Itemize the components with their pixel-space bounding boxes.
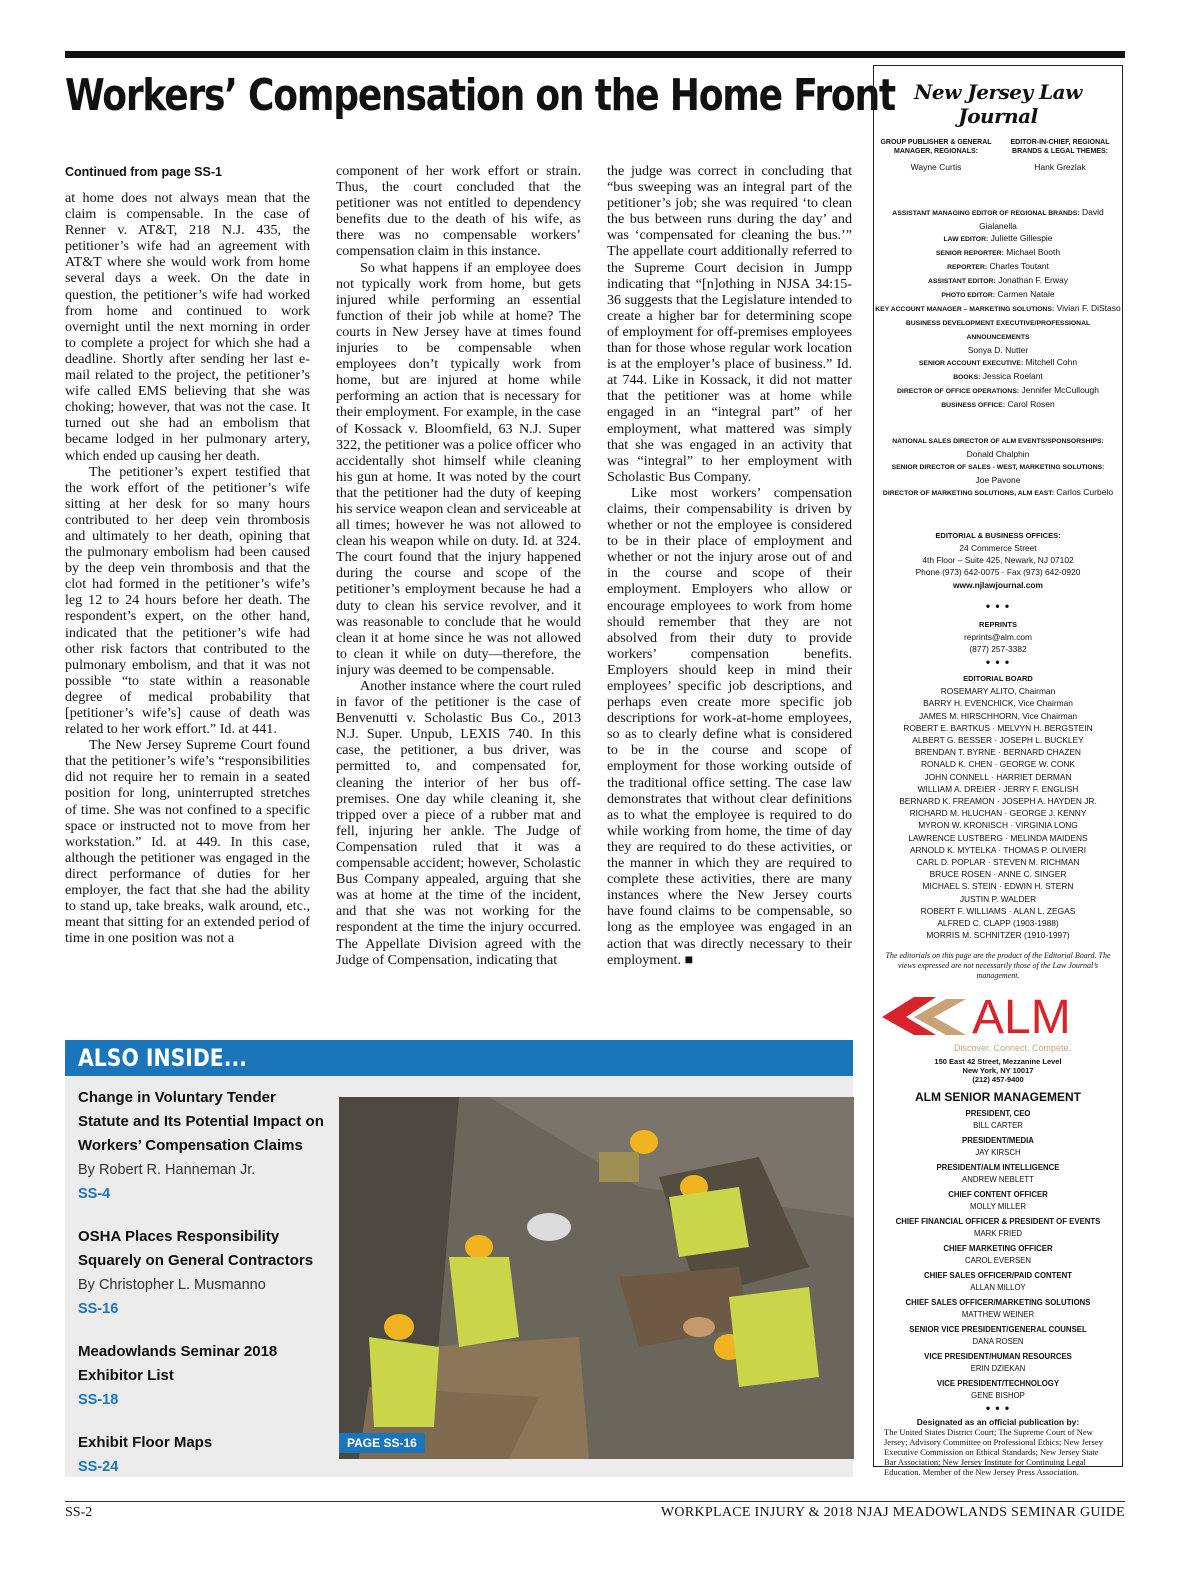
designated-heading: Designated as an official publication by: xyxy=(916,1417,1080,1428)
staff-role: SENIOR REPORTER: xyxy=(935,250,1004,257)
staff-list xyxy=(874,206,1122,412)
mgmt-role: VICE PRESIDENT/HUMAN RESOURCES xyxy=(924,1352,1072,1362)
disclaimer: The editorials on this page are the product of the Editorial Board. The views expressed are not necessarily those of the Law Journal’s management. xyxy=(885,951,1111,981)
also-inside-item[interactable] xyxy=(78,1225,328,1321)
workers-photo-illustration xyxy=(339,1097,854,1459)
board-member: BERNARD K. FREAMON · JOSEPH A. HAYDEN JR. xyxy=(899,796,1097,807)
board-member: BRUCE ROSEN · ANNE C. SINGER xyxy=(929,869,1067,880)
continued-note: Continued from page SS-1 xyxy=(65,165,222,179)
also-inside-item[interactable] xyxy=(78,1431,328,1479)
mgmt-name: ALLAN MILLOY xyxy=(970,1283,1026,1293)
item-page-link[interactable]: SS-4 xyxy=(78,1186,111,1202)
staff-role: REPORTER: xyxy=(947,264,988,271)
mgmt-role: CHIEF FINANCIAL OFFICER & PRESIDENT OF EVENTS xyxy=(895,1217,1101,1227)
mgmt-heading: ALM SENIOR MANAGEMENT xyxy=(915,1090,1081,1105)
mgmt-entry xyxy=(874,1298,1122,1320)
board-member: RONALD K. CHEN · GEORGE W. CONK xyxy=(920,759,1076,770)
item-page-link[interactable]: SS-16 xyxy=(78,1301,119,1317)
board-heading: EDITORIAL BOARD xyxy=(963,674,1033,684)
mgmt-role: CHIEF SALES OFFICER/MARKETING SOLUTIONS xyxy=(905,1298,1091,1308)
board-member: LAWRENCE LUSTBERG · MELINDA MAIDENS xyxy=(908,832,1088,843)
staff-role: BOOKS: xyxy=(953,374,981,381)
staff-row xyxy=(874,384,1122,398)
staff-row xyxy=(874,356,1122,370)
separator-dots: • • • xyxy=(985,1401,1011,1416)
item-title: Change in Voluntary Tender Statute and Its Potential Impact on Workers’ Compensation Claims xyxy=(78,1089,324,1154)
board-member: ALBERT G. BESSER · JOSEPH L. BUCKLEY xyxy=(912,735,1084,746)
board-member: WILLIAM A. DREIER · JERRY F. ENGLISH xyxy=(917,783,1079,794)
staff-row xyxy=(874,448,1122,460)
alm-tagline: Discover. Connect. Compete. xyxy=(954,1043,1072,1054)
alm-logo xyxy=(874,987,1122,1049)
board-member: MORRIS M. SCHNITZER (1910-1997) xyxy=(926,930,1070,941)
staff-name: David Gialanella xyxy=(979,207,1104,231)
staff-name: Carol Rosen xyxy=(1007,399,1055,409)
mgmt-role: CHIEF MARKETING OFFICER xyxy=(943,1244,1053,1254)
mgmt-role: CHIEF CONTENT OFFICER xyxy=(948,1190,1048,1200)
also-inside-item[interactable] xyxy=(78,1340,328,1412)
board-member: ALFRED C. CLAPP (1903-1988) xyxy=(937,918,1059,929)
paragraph: The New Jersey Supreme Court found that the petitioner’s wife’s “responsibilities did not require her to remain in a seated position for long, uninterrupted stretches of time. She was not confined to a specific space or instructed not to move from her workstation.” Id. at 449. In this case, although the petitioner was engaged in the direct performance of duties for her employer, the fact that she had the ability to stand up, take breaks, walk around, etc., meant that sitting for an extended period of time in one position was not a xyxy=(65,737,310,947)
staff-row xyxy=(874,260,1122,274)
editorial-board xyxy=(874,685,1122,941)
paragraph: So what happens if an employee does not typically work from home, but gets injured while performing an essential function of their job while at home? The courts in New Jersey have at times found injuries to be compensable when employees don’t typically work from home, but are injured at home while performing an action that is necessary for their employment. For example, in the case of Kossack v. Bloomfield, 63 N.J. Super 322, the petitioner was a police officer who accidentally shot himself while cleaning his gun at home. It was noted by the court that the petitioner had the duty of keeping his service weapon clean and serviceable at all times; however he was not allowed to clean his weapon while on duty. Id. at 324. The court found that the injury happened during the course and scope of the petitioner’s employment because he had a duty to clean his service revolver, and it was reasonable to conclude that he would clean it at home since he was not allowed to clean it while on duty—therefore, the injury was deemed to be compensable. xyxy=(336,259,581,678)
article-column-1 xyxy=(65,190,310,946)
mgmt-entry xyxy=(874,1109,1122,1131)
footer-title: WORKPLACE INJURY & 2018 NJAJ MEADOWLANDS SEMINAR GUIDE xyxy=(660,1505,1125,1520)
alm-wordmark: ALM xyxy=(972,991,1071,1045)
alm-address xyxy=(874,1057,1122,1084)
mgmt-role: CHIEF SALES OFFICER/PAID CONTENT xyxy=(924,1271,1072,1281)
page-number: SS-2 xyxy=(65,1505,93,1520)
paragraph: at home does not always mean that the claim is compensable. In the case of Renner v. AT&T, 218 N.J. 435, the petitioner’s wife had an agreement with AT&T where she would work from home several days a week. On the date in question, the petitioner’s wife had worked from home and continued to work overnight until the next morning in order to complete a project for which she had a deadline. Shortly after sending her last e-mail related to the project, the petitioner’s wife called EMS believing that she was choking; however, that was not the case. It turned out she had an embolism that became lodged in her pulmonary artery, which ended up causing her death. xyxy=(65,190,310,464)
board-member: JUSTIN P. WALDER xyxy=(959,893,1037,904)
staff-name: Sonya D. Nutter xyxy=(967,345,1029,355)
staff-name: Carlos Curbelo xyxy=(1056,487,1114,497)
offices-block xyxy=(874,530,1122,941)
mgmt-name: MARK FRIED xyxy=(973,1229,1023,1239)
item-title: Meadowlands Seminar 2018 Exhibitor List xyxy=(78,1343,278,1384)
mgmt-entry xyxy=(874,1217,1122,1239)
also-inside-title: ALSO INSIDE... xyxy=(78,1044,247,1072)
mgmt-name: ERIN DZIEKAN xyxy=(970,1364,1026,1374)
construction-photo xyxy=(339,1097,854,1459)
staff-role: ASSISTANT MANAGING EDITOR OF REGIONAL BRANDS: xyxy=(892,210,1080,217)
editor-name: Hank Grezlak xyxy=(1034,162,1086,172)
masthead-names xyxy=(874,162,1122,172)
mgmt-name: ANDREW NEBLETT xyxy=(962,1175,1034,1185)
staff-name: Carmen Natale xyxy=(997,289,1055,299)
sales-list xyxy=(874,434,1122,500)
staff-role: BUSINESS OFFICE: xyxy=(941,402,1006,409)
staff-row xyxy=(874,274,1122,288)
also-inside-bar xyxy=(65,1040,853,1076)
staff-row xyxy=(874,302,1122,316)
mgmt-entry xyxy=(874,1352,1122,1374)
paragraph: component of her work effort or strain. Thus, the court concluded that the petitioner was not entitled to dependency benefits due to the death of his wife, as there was no compensable workers’ compensation claim in this instance. xyxy=(336,163,581,260)
paragraph: Another instance where the court ruled in favor of the petitioner is the case of Benvenutti v. Scholastic Bus Co., 2013 N.J. Super. Unpub, LEXIS 740. In this case, the petitioner, a bus driver, was permitted to, and compensated for, cleaning the interior of her bus off-premises. One day while cleaning it, she tripped over a piece of a rubber mat and fell, injuring her ankle. The Judge of Compensation ruled that it was a compensable accident; however, Scholastic Bus Company appealed, arguing that she was at home at the time of the incident, and that she was not working for the respondent at the time the injury occurred. The Appellate Division agreed with the Judge of Compensation, indicating that xyxy=(336,678,581,968)
alm-chevron-icon xyxy=(874,987,1124,1049)
separator-dots: • • • xyxy=(985,655,1011,670)
staff-name: Jennifer McCullough xyxy=(1021,385,1099,395)
board-member: CARL D. POPLAR · STEVEN M. RICHMAN xyxy=(916,857,1080,868)
address-line: 150 East 42 Street, Mezzanine Level xyxy=(934,1057,1062,1067)
reprints-heading: REPRINTS xyxy=(979,619,1017,629)
masthead-title: New Jersey Law Journal xyxy=(914,80,1082,128)
staff-name: Jessica Roelant xyxy=(982,371,1043,381)
staff-name: Charles Toutant xyxy=(989,261,1049,271)
publisher-role: GROUP PUBLISHER & GENERAL MANAGER, REGIONALS: xyxy=(880,139,992,155)
staff-name: Mitchell Cohn xyxy=(1025,357,1078,367)
board-member: RICHARD M. HLUCHAN · GEORGE J. KENNY xyxy=(909,808,1087,819)
mgmt-role: SENIOR VICE PRESIDENT/GENERAL COUNSEL xyxy=(909,1325,1087,1335)
item-title: OSHA Places Responsibility Squarely on General Contractors xyxy=(78,1228,314,1269)
masthead-roles xyxy=(874,138,1122,156)
staff-row xyxy=(874,316,1122,344)
board-member: JOHN CONNELL · HARRIET DERMAN xyxy=(924,771,1072,782)
board-member: ROBERT E. BARTKUS · MELVYN H. BERGSTEIN xyxy=(903,722,1093,733)
staff-name: Joe Pavone xyxy=(975,475,1021,485)
mgmt-name: JAY KIRSCH xyxy=(975,1148,1021,1158)
board-member: MYRON W. KRONISCH · VIRGINIA LONG xyxy=(918,820,1078,831)
staff-role: DIRECTOR OF OFFICE OPERATIONS: xyxy=(897,388,1020,395)
staff-name: Vivian F. DiStaso xyxy=(1056,303,1121,313)
mgmt-name: GENE BISHOP xyxy=(971,1391,1025,1401)
staff-name: Juliette Gillespie xyxy=(990,233,1053,243)
article-column-3 xyxy=(607,163,852,968)
staff-row xyxy=(874,460,1122,474)
mgmt-name: DANA ROSEN xyxy=(972,1337,1024,1347)
mgmt-name: MOLLY MILLER xyxy=(969,1202,1027,1212)
paragraph: The petitioner’s expert testified that the work effort of the petitioner’s wife sitting at her desk for so many hours contributed to her deep vein thrombosis and ultimately to her death, opining that the pulmonary embolism had been caused by the deep vein thrombosis and that the clot had formed in the petitioner’s wife’s leg 12 to 24 hours before her death. The respondent’s expert, on the other hand, indicated that the petitioner’s wife had other risk factors that contributed to the pulmonary embolism, and that it was not possible “to state within a reasonable degree of medical probability that [petitioner’s wife’s] cause of death was related to her work effort.” Id. at 441. xyxy=(65,463,310,738)
mgmt-entry xyxy=(874,1379,1122,1401)
paragraph: Like most workers’ compensation claims, their compensability is driven by whether or not the employee is considered to be in their place of employment and whether or not the injury arose out of and in the course and scope of their employment. Employers who allow or encourage employees to work from home should remember that they are not absolved from their duty to provide workers’ compensation benefits. Employers should keep in mind their employees’ specific job descriptions, and perhaps even create more specific job descriptions for work-at-home employees, so as to clearly define what is considered to be in the course and scope of employment for those working outside of the traditional office setting. The case law demonstrates that without clear definitions as to what the employee is required to do while working from home, the time of day they are required to do these activities, or the manner in which they are required to complete these activities, there are many instances where the New Jersey courts have found claims to be compensable, so long as the employee was engaged in an action that was directly necessary to their employment. ■ xyxy=(607,484,852,968)
staff-name: Jonathan F. Erway xyxy=(998,275,1069,285)
publisher-name: Wayne Curtis xyxy=(910,162,962,172)
staff-row xyxy=(874,288,1122,302)
mgmt-role: PRESIDENT/ALM INTELLIGENCE xyxy=(936,1163,1060,1173)
mgmt-name: CAROL EVERSEN xyxy=(964,1256,1031,1266)
item-author: By Christopher L. Musmanno xyxy=(78,1277,266,1293)
mgmt-entry xyxy=(874,1163,1122,1185)
reprints-phone: (877) 257-3382 xyxy=(969,644,1027,655)
mgmt-name: MATTHEW WEINER xyxy=(961,1310,1035,1320)
item-page-link[interactable]: SS-24 xyxy=(78,1459,119,1475)
board-member: JAMES M. HIRSCHHORN, Vice Chairman xyxy=(918,710,1078,721)
mgmt-role: PRESIDENT/MEDIA xyxy=(962,1136,1034,1146)
paragraph: the judge was correct in concluding that “bus sweeping was an integral part of the petitioner’s job; she was required ‘to clean the bus between runs during the day’ and was ‘compensated for cleaning the bus.’” The appellate court additionally referred to the Supreme Court decision in Jumpp indicating that “[n]othing in NJSA 34:15-36 suggests that the Legislature intended to create a higher bar for determining scope of employment for off-premises employees than for those whose regular work location is at the employer’s place of business.” Id. at 744. Like in Kossack, it did not matter that the petitioner was at home while engaged in an “integral part” of her employment, what mattered was simply that she was engaged in an activity that was “integral” to her employment with Scholastic Bus Company. xyxy=(607,163,852,485)
mgmt-entry xyxy=(874,1244,1122,1266)
board-member: ROSEMARY ALITO, Chairman xyxy=(940,686,1056,697)
staff-role: PHOTO EDITOR: xyxy=(941,292,996,299)
mgmt-entry xyxy=(874,1325,1122,1347)
separator-dots: • • • xyxy=(985,598,1011,613)
mgmt-role: PRESIDENT, CEO xyxy=(965,1109,1031,1119)
reprints-email[interactable]: reprints@alm.com xyxy=(963,631,1033,642)
masthead-box xyxy=(873,65,1123,1478)
staff-row xyxy=(874,370,1122,384)
also-inside-list xyxy=(78,1086,328,1498)
mgmt-list xyxy=(874,1109,1122,1401)
staff-role: DIRECTOR OF MARKETING SOLUTIONS, ALM EAST: xyxy=(882,490,1054,497)
staff-role: ASSISTANT EDITOR: xyxy=(927,278,996,285)
staff-row xyxy=(874,344,1122,356)
mgmt-entry xyxy=(874,1136,1122,1158)
office-line: 24 Commerce Street xyxy=(959,543,1037,553)
staff-row xyxy=(874,398,1122,412)
staff-role: LAW EDITOR: xyxy=(943,236,989,243)
item-author: By Robert R. Hanneman Jr. xyxy=(78,1162,256,1178)
address-line: (212) 457-9400 xyxy=(972,1075,1024,1085)
board-member: MICHAEL S. STEIN · EDWIN H. STERN xyxy=(922,881,1074,892)
staff-row xyxy=(874,232,1122,246)
board-member: BARRY H. EVENCHICK, Vice Chairman xyxy=(923,698,1073,709)
staff-row xyxy=(874,486,1122,500)
also-inside-panel xyxy=(65,1040,853,1477)
mgmt-name: BILL CARTER xyxy=(973,1121,1023,1131)
designated-text: The United States District Court; The Supreme Court of New Jersey; Advisory Committee on Professional Ethics; New Jersey Executive Commission on Ethical Standards; New Jersey State Bar Association; New Jersey Institute for Continuing Legal Education. Member of the New Jersey Press Association. xyxy=(884,1427,1103,1478)
address-line: New York, NY 10017 xyxy=(962,1066,1034,1076)
item-title: Exhibit Floor Maps xyxy=(78,1434,213,1451)
staff-row xyxy=(874,474,1122,486)
editor-role: EDITOR-IN-CHIEF, REGIONAL BRANDS & LEGAL THEMES: xyxy=(1010,139,1110,155)
article-column-2 xyxy=(336,163,581,968)
staff-role: KEY ACCOUNT MANAGER – MARKETING SOLUTIONS: xyxy=(875,306,1055,313)
staff-role: SENIOR DIRECTOR OF SALES - WEST, MARKETING SOLUTIONS: xyxy=(891,464,1105,471)
office-line: Phone (973) 642-0075 · Fax (973) 642-0920 xyxy=(915,567,1081,578)
staff-row xyxy=(874,206,1122,232)
board-member: ROBERT F. WILLIAMS · ALAN L. ZEGAS xyxy=(920,905,1076,916)
staff-name: Donald Chalphin xyxy=(966,449,1030,459)
page-title: Workers’ Compensation on the Home Front xyxy=(65,70,895,121)
photo-page-tag[interactable]: PAGE SS-16 xyxy=(339,1433,425,1453)
board-member: BRENDAN T. BYRNE · BERNARD CHAZEN xyxy=(915,747,1081,758)
staff-row xyxy=(874,434,1122,448)
also-inside-item[interactable] xyxy=(78,1086,328,1206)
staff-name: Michael Booth xyxy=(1006,247,1061,257)
board-member: ARNOLD K. MYTELKA · THOMAS P. OLIVIERI xyxy=(909,844,1087,855)
mgmt-role: VICE PRESIDENT/TECHNOLOGY xyxy=(936,1379,1060,1389)
office-line: 4th Floor – Suite 425, Newark, NJ 07102 xyxy=(922,555,1074,566)
mgmt-entry xyxy=(874,1271,1122,1293)
staff-row xyxy=(874,246,1122,260)
offices-heading: EDITORIAL & BUSINESS OFFICES: xyxy=(935,531,1061,540)
staff-role: BUSINESS DEVELOPMENT EXECUTIVE/PROFESSIONAL ANNOUNCEMENTS xyxy=(905,320,1091,341)
item-page-link[interactable]: SS-18 xyxy=(78,1392,119,1408)
staff-role: SENIOR ACCOUNT EXECUTIVE: xyxy=(918,360,1024,367)
top-rule xyxy=(65,51,1125,58)
website-link[interactable]: www.njlawjournal.com xyxy=(953,579,1043,590)
mgmt-entry xyxy=(874,1190,1122,1212)
staff-role: NATIONAL SALES DIRECTOR OF ALM EVENTS/SPONSORSHIPS: xyxy=(892,438,1104,445)
footer-rule xyxy=(65,1501,1125,1502)
